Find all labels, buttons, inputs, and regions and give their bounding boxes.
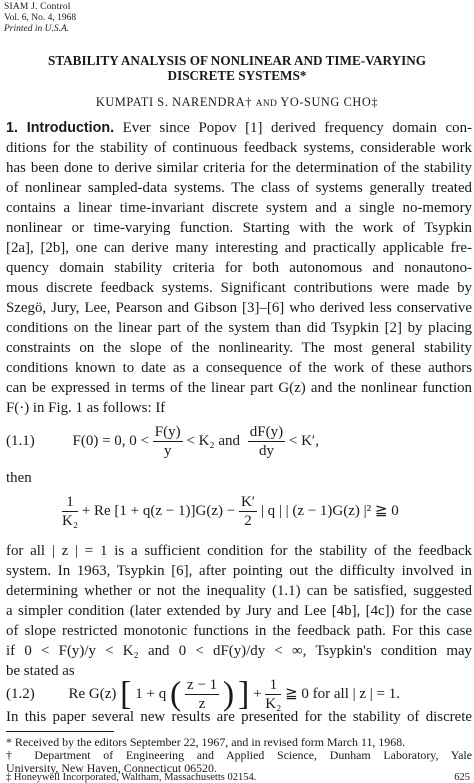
equation-text: | q | | (z − 1)G(z) |² ≧ 0 [260,502,399,519]
volume-info: Vol. 6, No. 4, 1968 [4,13,77,23]
author-line [0,95,474,110]
fraction-numerator: dF(y) [249,424,284,440]
equation-text: ≧ 0 for all | z | = 1. [285,685,401,702]
body-line: can be expressed in terms of the linear part G(z) and the nonlinear function [6,380,472,396]
body-text: Ever since Popov [1] derived frequency domain con- [122,120,472,136]
footnote-honeywell: ‡ Honeywell Incorporated, Waltham, Massachusetts 02154. [6,772,257,783]
author-second: YO-SUNG CHO‡ [280,95,379,109]
equation-label: (1.1) [6,432,35,449]
body-line: determining whether or not the inequality (1.1) can be satisfied, suggested [6,583,472,599]
fraction-denominator: K₂ [265,696,282,712]
equation-text: F(0) = 0, 0 < [72,432,150,449]
body-line: if 0 < F(y)/y < K₂ and 0 < dF(y)/dy < ∞, Tsypkin's condition may [6,643,472,659]
fraction-denominator: y [163,443,172,459]
body-line: F(·) in Fig. 1 as follows: If [6,400,166,416]
fraction-numerator: 1 [62,493,78,512]
equation-1-1 [6,423,319,460]
equation-text: Re G(z) [68,685,117,702]
body-line: conditions on the linear part of the system than did Tsypkin [2] by placing [6,320,472,336]
body-line: quency domain stability criteria for both autonomous and nonautono- [6,260,472,276]
body-line: a simpler condition (later extended by Jury and Lee [4b], [4c]) for the case [6,603,472,619]
right-paren: ) [222,675,235,713]
body-line: for all | z | = 1 is a sufficient condition for the stability of the feedback [6,543,472,559]
body-line: of nonlinear sampled-data systems. The class of systems generally treated [6,180,472,196]
paper-title-line-2: DISCRETE SYSTEMS* [167,68,307,83]
body-line-last: In this paper several new results are presented for the stability of discrete [6,709,472,725]
fraction-denominator: K₂ [62,513,79,529]
body-line [6,118,472,138]
body-line: then [6,470,32,486]
footnote-received: * Received by the editors September 22, 1967, and in revised form March 11, 1968. [6,735,406,749]
body-line: contains a linear time-invariant discrete system and a single no-memory [6,200,472,216]
fraction [248,423,285,460]
fraction-numerator: F(y) [154,424,181,440]
equation-text: + Re [1 + q(z − 1)]G(z) − [81,502,236,519]
equation-text: < K′, [288,432,319,449]
stability-inequality [62,493,399,530]
footnote-rule [6,731,114,732]
body-line: [2a], [2b], one can derive many interesting and practically applicable fre- [6,240,472,256]
equation-label: (1.2) [6,685,35,702]
left-bracket: [ [120,675,132,713]
footnote-affiliation-1: † Department of Engineering and Applied Science, Dunham Laboratory, Yale [6,748,472,762]
page-number: 625 [454,772,470,783]
equation-text: 1 + q [135,685,167,702]
journal-name: SIAM J. Control [4,2,71,12]
body-line: has been done to derive similar criteria for the determination of the stability [6,160,472,176]
fraction-denominator: 2 [244,513,252,529]
printed-note: Printed in U.S.A. [4,24,70,34]
equation-text: < K₂ and [186,432,241,449]
body-line: be stated as [6,663,75,679]
fraction-numerator: K′ [240,494,256,510]
author-first: KUMPATI S. NARENDRA† [95,95,252,109]
paper-title-line-1: STABILITY ANALYSIS OF NONLINEAR AND TIME-VARYING [47,53,427,68]
body-line: nonlinear or time-varying function. Starting with the work of Tsypkin [6,220,472,236]
section-heading: 1. Introduction. [6,120,115,136]
fraction [153,423,183,460]
right-bracket: ] [237,675,250,713]
fraction [239,493,257,530]
body-line: of slope restricted monotonic functions in the feedback path. For this case [6,623,472,639]
body-line: system. In 1963, Tsypkin [6], after pointing out the difficulty involved in [6,563,472,579]
body-line: constraints on the slope of the nonlinearity. The most general stability [6,340,472,356]
body-line: Szegö, Jury, Lee, Pearson and Gibson [3]–[6] who derived less conservative [6,300,472,316]
fraction-numerator: 1 [265,676,281,695]
fraction [62,493,78,530]
body-line: ditions for the stability of continuous feedback systems, considerable work [6,140,472,156]
fraction-denominator: z [198,696,206,712]
left-paren: ( [169,675,182,713]
body-line: conditions known to date as a consequence of the work of these authors [6,360,472,376]
fraction-denominator: dy [258,443,274,459]
body-line: mous discrete feedback systems. Significant contributions were made by [6,280,472,296]
footnote-affiliation-2: University, New Haven, Connecticut 06520. [6,761,217,775]
author-and: AND [255,99,278,109]
equation-text: + [253,685,262,702]
fraction-numerator: z − 1 [187,677,218,693]
